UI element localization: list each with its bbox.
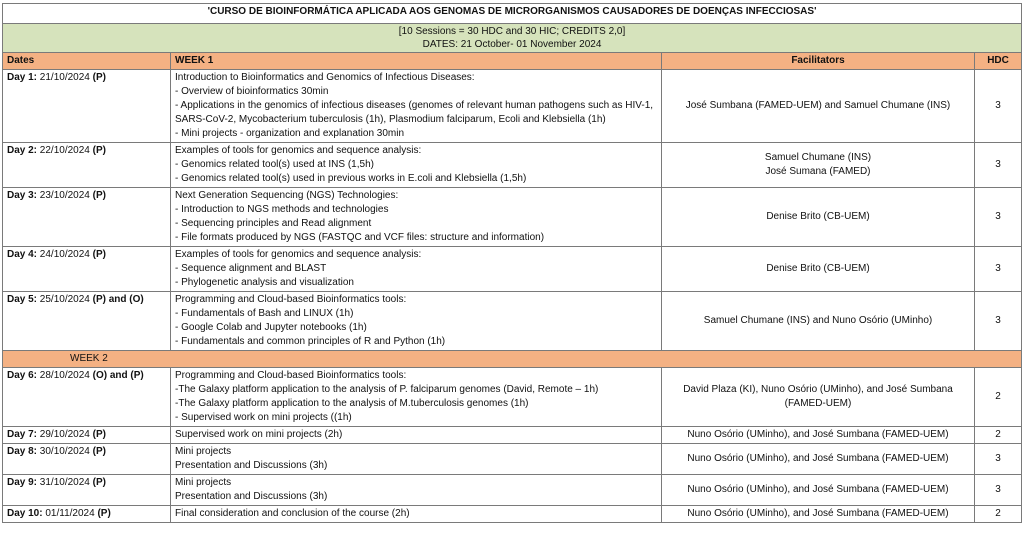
facilitators-cell[interactable] [662,247,975,292]
topic-title: Examples of tools for genomics and sequence analysis: [175,145,422,156]
topic-item: - Google Colab and Jupyter notebooks (1h) [175,322,367,333]
topic-title: Supervised work on mini projects (2h) [175,429,343,440]
date-cell[interactable] [3,444,171,475]
day-label: Day 1: [7,72,38,83]
table-row [3,143,1022,188]
topic-cell[interactable] [171,143,662,188]
topic-cell[interactable] [171,506,662,523]
day-date: 28/10/2024 [37,370,93,381]
topic-item: - Phylogenetic analysis and visualization [175,277,354,288]
day-mode: (P) [92,145,106,156]
date-cell[interactable] [3,70,171,143]
facilitator: Samuel Chumane (INS) [764,152,872,163]
day-label: Day 9: [7,477,38,488]
topic-title: Introduction to Bioinformatics and Genomics of Infectious Diseases: [175,72,475,83]
day-date: 22/10/2024 [37,145,93,156]
day-date: 31/10/2024 [37,477,93,488]
facilitators-cell[interactable] [662,444,975,475]
table-row [3,188,1022,247]
dates-range: DATES: 21 October- 01 November 2024 [422,39,602,50]
topic-cell[interactable] [171,444,662,475]
topic-item: Presentation and Discussions (3h) [175,491,328,502]
day-date: 24/10/2024 [37,249,93,260]
day-mode: (P) [92,429,106,440]
facilitators-cell[interactable] [662,506,975,523]
topic-item: - Supervised work on mini projects ((1h) [175,412,352,423]
course-title[interactable]: 'CURSO DE BIOINFORMÁTICA APLICADA AOS GENOMAS DE MICRORGANISMOS CAUSADORES DE DOENÇAS INFECCIOSAS' [3,4,1022,24]
hdc-cell[interactable]: 3 [975,444,1022,475]
topic-item: - File formats produced by NGS (FASTQC and VCF files: structure and information) [175,232,545,243]
hdc-cell[interactable]: 3 [975,247,1022,292]
topic-cell[interactable] [171,188,662,247]
facilitators-cell[interactable] [662,188,975,247]
hdc-cell[interactable]: 2 [975,427,1022,444]
facilitator: José Sumana (FAMED) [765,166,871,177]
course-schedule-table [2,3,1022,523]
topic-title: Programming and Cloud-based Bioinformatics tools: [175,294,407,305]
facilitator: Denise Brito (CB-UEM) [766,263,870,274]
facilitator: Nuno Osório (UMinho), and José Sumbana (FAMED-UEM) [687,453,949,464]
course-summary[interactable] [3,24,1022,53]
topic-item: -The Galaxy platform application to the analysis of P. falciparum genomes (David, Remote – 1h) [175,384,599,395]
topic-item: - Genomics related tool(s) used at INS (1,5h) [175,159,374,170]
topic-cell[interactable] [171,427,662,444]
facilitator: Denise Brito (CB-UEM) [766,211,870,222]
day-label: Day 2: [7,145,38,156]
facilitator: David Plaza (KI), Nuno Osório (UMinho), and José Sumbana (FAMED-UEM) [683,384,953,409]
date-cell[interactable] [3,368,171,427]
table-row [3,247,1022,292]
topic-cell[interactable] [171,247,662,292]
facilitators-cell[interactable] [662,368,975,427]
date-cell[interactable] [3,475,171,506]
date-cell[interactable] [3,292,171,351]
topic-item: Presentation and Discussions (3h) [175,460,328,471]
day-date: 01/11/2024 [42,508,98,519]
topic-title: Final consideration and conclusion of the course (2h) [175,508,410,519]
table-row [3,475,1022,506]
table-row [3,70,1022,143]
topic-item: - Fundamentals of Bash and LINUX (1h) [175,308,354,319]
topic-item: - Introduction to NGS methods and technologies [175,204,389,215]
facilitator: Samuel Chumane (INS) and Nuno Osório (UMinho) [703,315,933,326]
facilitators-cell[interactable] [662,143,975,188]
hdc-cell[interactable]: 3 [975,143,1022,188]
day-mode: (O) and (P) [92,370,144,381]
day-label: Day 7: [7,429,38,440]
day-date: 25/10/2024 [37,294,93,305]
week2-label[interactable]: WEEK 2 [3,351,1022,368]
topic-cell[interactable] [171,292,662,351]
date-cell[interactable] [3,247,171,292]
date-cell[interactable] [3,188,171,247]
hdc-cell[interactable]: 3 [975,292,1022,351]
day-label: Day 3: [7,190,38,201]
topic-cell[interactable] [171,475,662,506]
table-header [3,53,1022,70]
hdc-cell[interactable]: 3 [975,70,1022,143]
facilitator: José Sumbana (FAMED-UEM) and Samuel Chumane (INS) [685,100,951,111]
topic-item: - Fundamentals and common principles of R and Python (1h) [175,336,446,347]
table-row [3,444,1022,475]
day-mode: (P) [92,72,106,83]
header-dates[interactable]: Dates [3,53,171,70]
table-row [3,506,1022,523]
facilitators-cell[interactable] [662,70,975,143]
date-cell[interactable] [3,427,171,444]
facilitators-cell[interactable] [662,292,975,351]
topic-item: - Mini projects - organization and explanation 30min [175,128,405,139]
topic-item: - Applications in the genomics of infectious diseases (genomes of relevant human pathogens such as HIV-1, SARS-CoV-2, Mycobacterium tuberculosis (1h), Plasmodium falciparum, Ecoli and Klebsiella (1h) [175,100,654,125]
hdc-cell[interactable]: 3 [975,475,1022,506]
day-label: Day 6: [7,370,38,381]
header-facilitators[interactable]: Facilitators [662,53,975,70]
facilitators-cell[interactable] [662,427,975,444]
facilitator: Nuno Osório (UMinho), and José Sumbana (FAMED-UEM) [687,484,949,495]
topic-item: - Sequence alignment and BLAST [175,263,327,274]
topic-title: Mini projects [175,477,232,488]
facilitator: Nuno Osório (UMinho), and José Sumbana (FAMED-UEM) [687,429,949,440]
table-row [3,368,1022,427]
hdc-cell[interactable]: 2 [975,368,1022,427]
date-cell[interactable] [3,143,171,188]
day-mode: (P) [97,508,111,519]
day-date: 21/10/2024 [37,72,93,83]
day-mode: (P) [92,446,106,457]
day-date: 29/10/2024 [37,429,93,440]
table-row [3,292,1022,351]
week1-rows [3,70,1022,351]
header-hdc[interactable]: HDC [975,53,1022,70]
day-date: 30/10/2024 [37,446,93,457]
day-date: 23/10/2024 [37,190,93,201]
sessions-credits: [10 Sessions = 30 HDC and 30 HIC; CREDITS 2,0] [398,26,626,37]
day-mode: (P) [92,477,106,488]
topic-item: - Overview of bioinformatics 30min [175,86,329,97]
table-row [3,427,1022,444]
day-mode: (P) and (O) [92,294,144,305]
header-week1[interactable]: WEEK 1 [171,53,662,70]
topic-item: -The Galaxy platform application to the analysis of M.tuberculosis genomes (1h) [175,398,529,409]
week2-rows [3,368,1022,523]
facilitator: Nuno Osório (UMinho), and José Sumbana (FAMED-UEM) [687,508,949,519]
facilitators-cell[interactable] [662,475,975,506]
topic-cell[interactable] [171,70,662,143]
topic-title: Mini projects [175,446,232,457]
topic-title: Programming and Cloud-based Bioinformatics tools: [175,370,407,381]
topic-item: - Genomics related tool(s) used in previous works in E.coli and Klebsiella (1,5h) [175,173,527,184]
topic-title: Next Generation Sequencing (NGS) Technologies: [175,190,399,201]
topic-item: - Sequencing principles and Read alignment [175,218,372,229]
topic-title: Examples of tools for genomics and sequence analysis: [175,249,422,260]
date-cell[interactable] [3,506,171,523]
topic-cell[interactable] [171,368,662,427]
day-label: Day 5: [7,294,38,305]
day-mode: (P) [92,249,106,260]
day-mode: (P) [92,190,106,201]
day-label: Day 4: [7,249,38,260]
hdc-cell[interactable]: 3 [975,188,1022,247]
day-label: Day 10: [7,508,43,519]
hdc-cell[interactable]: 2 [975,506,1022,523]
day-label: Day 8: [7,446,38,457]
